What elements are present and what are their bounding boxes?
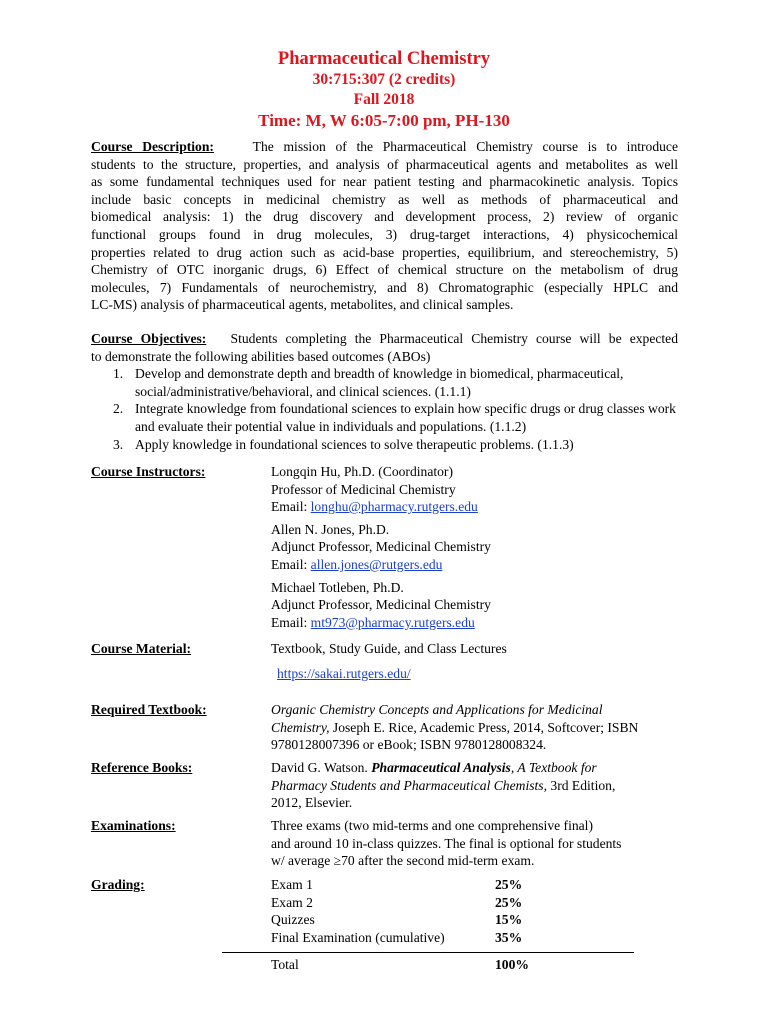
total-divider: [222, 952, 634, 953]
objectives-intro: Students completing the Pharmaceutical Chemistry course will be expected: [230, 331, 678, 346]
abo-item: 3. Apply knowledge in foundational sciences to solve therapeutic problems. (1.1.3): [113, 436, 574, 452]
textbook-details: Joseph E. Rice, Academic Press, 2014, Softcover; ISBN 9780128007396 or eBook; ISBN 9780128008324.: [271, 719, 639, 753]
instructor-title: Professor of Medicinal Chemistry: [271, 481, 456, 497]
course-code: 30:715:307 (2 credits): [312, 71, 456, 88]
instructor-email-link[interactable]: longhu@pharmacy.rutgers.edu: [310, 499, 478, 515]
material-text: Textbook, Study Guide, and Class Lectures: [271, 641, 507, 656]
textbook-title: Organic Chemistry Concepts and Applications for Medicinal Chemistry,: [271, 702, 603, 735]
description-line: biomedical analysis: 1) the drug discovery and development process, 2) review of organic: [91, 209, 678, 225]
course-term: Fall 2018: [353, 91, 415, 108]
course-description: [91, 138, 678, 314]
grading-row: Quizzes 15%: [271, 912, 523, 928]
description-line: Chemistry of OTC inorganic drugs, 6) Effect of chemical structure on the metabolism of drug: [91, 262, 678, 278]
reference-citation: [271, 759, 646, 812]
description-line: as some fundamental techniques used for near patient testing and pharmacokinetic analysis. Topics: [91, 174, 678, 190]
course-description-label: Course Description:: [91, 139, 214, 154]
course-objectives: [91, 330, 678, 453]
material-label: Course Material:: [91, 641, 192, 656]
instructor: Longqin Hu, Ph.D. (Coordinator) Professor of Medicinal Chemistry Email: longhu@pharmacy.rutgers.edu: [271, 463, 646, 516]
abo-item: 2. Integrate knowledge from foundational sciences to explain how specific drugs or drug classes work and evaluate their potential value in individuals and populations. (1.1.2): [113, 401, 676, 434]
instructor-email-link[interactable]: mt973@pharmacy.rutgers.edu: [310, 614, 475, 630]
instructor-name: Longqin Hu, Ph.D. (Coordinator): [271, 464, 453, 479]
examinations-label: Examinations:: [91, 818, 176, 833]
sakai-link[interactable]: https://sakai.rutgers.edu/: [277, 665, 411, 681]
grading-table: [271, 876, 522, 946]
course-header: [0, 49, 768, 131]
description-line: include basic concepts in medicinal chemistry as well as methods of pharmaceutical and: [91, 191, 678, 207]
description-line: molecules, 7) Fundamentals of neurochemistry, and 8) Chromatographic (especially HPLC and: [91, 279, 678, 295]
course-objectives-label: Course Objectives:: [91, 331, 207, 346]
grading-row: Exam 2 25%: [271, 894, 523, 910]
reference-label: Reference Books:: [91, 760, 193, 775]
description-line: LC-MS) analysis of pharmaceutical agents, metabolites, and clinical samples.: [91, 297, 514, 313]
description-line: students to the structure, properties, and analysis of pharmaceutical agents and metabolites as well: [91, 156, 678, 172]
reference-details: 3rd Edition, 2012, Elsevier.: [271, 777, 616, 811]
grading-row: Exam 1 25%: [271, 877, 523, 892]
grading-row: Final Examination (cumulative) 35%: [271, 929, 523, 945]
grading-label: Grading:: [91, 877, 145, 892]
description-line: The mission of the Pharmaceutical Chemistry course is to introduce: [252, 139, 679, 154]
description-line: functional groups found in drug molecules, 3) drug-target interactions, 4) physicochemical: [91, 226, 678, 242]
reference-subtitle: , A Textbook for Pharmacy Students and Pharmaceutical Chemists,: [271, 760, 597, 793]
instructors-label: Course Instructors:: [91, 464, 206, 479]
reference-title: Pharmaceutical Analysis: [371, 760, 511, 775]
instructor-name: Michael Totleben, Ph.D.: [271, 579, 404, 595]
course-title: Pharmaceutical Chemistry: [277, 49, 491, 69]
instructor: Allen N. Jones, Ph.D. Adjunct Professor, Medicinal Chemistry Email: allen.jones@rutgers.edu: [271, 521, 646, 574]
instructors-list: [271, 463, 646, 631]
course-time: Time: M, W 6:05-7:00 pm, PH-130: [258, 111, 510, 130]
textbook-citation: [271, 701, 646, 754]
instructor-name: Allen N. Jones, Ph.D.: [271, 521, 390, 537]
reference-author: David G. Watson.: [271, 760, 368, 775]
abo-list: [91, 365, 678, 453]
instructor: Michael Totleben, Ph.D. Adjunct Professor, Medicinal Chemistry Email: mt973@pharmacy.rutgers.edu: [271, 579, 646, 632]
examinations-text: Three exams (two mid-terms and one comprehensive final) and around 10 in-class quizzes. The final is optional for students w/ average ≥70 after the second mid-term exam.: [271, 818, 622, 869]
instructor-email-link[interactable]: allen.jones@rutgers.edu: [310, 556, 443, 572]
grading-total-row: Total 100%: [271, 957, 529, 972]
objectives-intro: to demonstrate the following abilities based outcomes (ABOs): [91, 348, 431, 364]
abo-item: 1. Develop and demonstrate depth and breadth of knowledge in biomedical, pharmaceutical, social/administrative/behavioral, and clinical sciences. (1.1.1): [113, 366, 624, 399]
instructor-title: Adjunct Professor, Medicinal Chemistry: [271, 597, 491, 613]
instructor-title: Adjunct Professor, Medicinal Chemistry: [271, 539, 491, 555]
textbook-label: Required Textbook:: [91, 702, 207, 717]
grading-total: [271, 956, 529, 974]
description-line: properties related to drug action such as acid-base properties, equilibrium, and stereochemistry, 5): [91, 244, 678, 260]
